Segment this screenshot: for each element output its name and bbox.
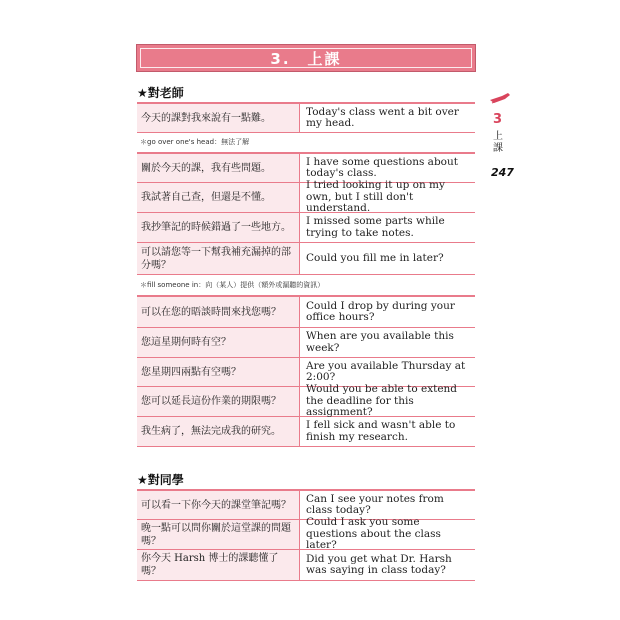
phrase-en: I missed some parts while trying to take notes. [299, 213, 475, 242]
phrase-zh: 我生病了，無法完成我的研究。 [137, 417, 299, 446]
chapter-title: 3. 上課 [270, 49, 342, 68]
section-heading-classmates: ★對同學 [137, 473, 184, 487]
chapter-banner [136, 44, 476, 72]
phrase-en: Could you fill me in later? [299, 243, 475, 274]
side-chapter-number: 3 [493, 112, 503, 127]
phrase-en: I have some questions about today's class. [299, 154, 475, 182]
phrase-zh: 我試著自己查，但還是不懂。 [137, 183, 299, 212]
phrase-zh: 我抄筆記的時候錯過了一些地方。 [137, 213, 299, 242]
phrase-row [137, 550, 475, 581]
phrase-en: Could I drop by during your office hours? [299, 297, 475, 327]
phrase-en: Today's class went a bit over my head. [299, 104, 475, 132]
phrase-zh: 今天的課對我來說有一點難。 [137, 104, 299, 132]
phrase-row [137, 297, 475, 328]
phrase-row [137, 328, 475, 358]
phrase-en: I tried looking it up on my own, but I still don't understand. [299, 183, 475, 212]
phrase-en: Would you be able to extend the deadline for this assignment? [299, 387, 475, 416]
phrase-zh: 您星期四兩點有空嗎？ [137, 358, 299, 386]
phrase-row [137, 104, 475, 133]
phrase-zh: 您可以延長這份作業的期限嗎？ [137, 387, 299, 416]
phrase-zh: 可以看一下你今天的課堂筆記嗎？ [137, 491, 299, 519]
phrase-zh: 你今天 Harsh 博士的課聽懂了嗎？ [137, 550, 299, 580]
section-heading-teacher: ★對老師 [137, 86, 184, 100]
phrase-row [137, 383, 475, 419]
phrase-zh: 關於今天的課，我有些問題。 [137, 154, 299, 182]
phrase-zh: 您這星期何時有空？ [137, 328, 299, 357]
phrase-row [137, 516, 475, 552]
phrase-en: Could I ask you some questions about the class later? [299, 520, 475, 549]
phrase-zh: 可以在您的晤談時間來找您嗎？ [137, 297, 299, 327]
phrase-row [137, 417, 475, 447]
phrase-zh: 可以請您等一下幫我補充漏掉的部分嗎？ [137, 243, 299, 274]
phrase-en: Can I see your notes from class today? [299, 491, 475, 519]
phrase-en: Did you get what Dr. Harsh was saying in class today? [299, 550, 475, 580]
phrase-row [137, 213, 475, 243]
phrase-row [137, 179, 475, 215]
side-chapter-title: 上課 [493, 131, 503, 154]
phrase-en: I fell sick and wasn't able to finish my research. [299, 417, 475, 446]
pen-icon [489, 90, 511, 109]
note: ＊go over one's head：無法了解 [140, 138, 250, 146]
phrase-en: Are you available Thursday at 2:00? [299, 358, 475, 386]
phrase-en: When are you available this week? [299, 328, 475, 357]
page-number: 247 [491, 166, 514, 179]
phrase-zh: 晚一點可以問你關於這堂課的問題嗎？ [137, 520, 299, 549]
phrase-row [137, 243, 475, 275]
note: ＊fill someone in：向（某人）提供（額外或漏聽的資訊） [140, 281, 325, 289]
